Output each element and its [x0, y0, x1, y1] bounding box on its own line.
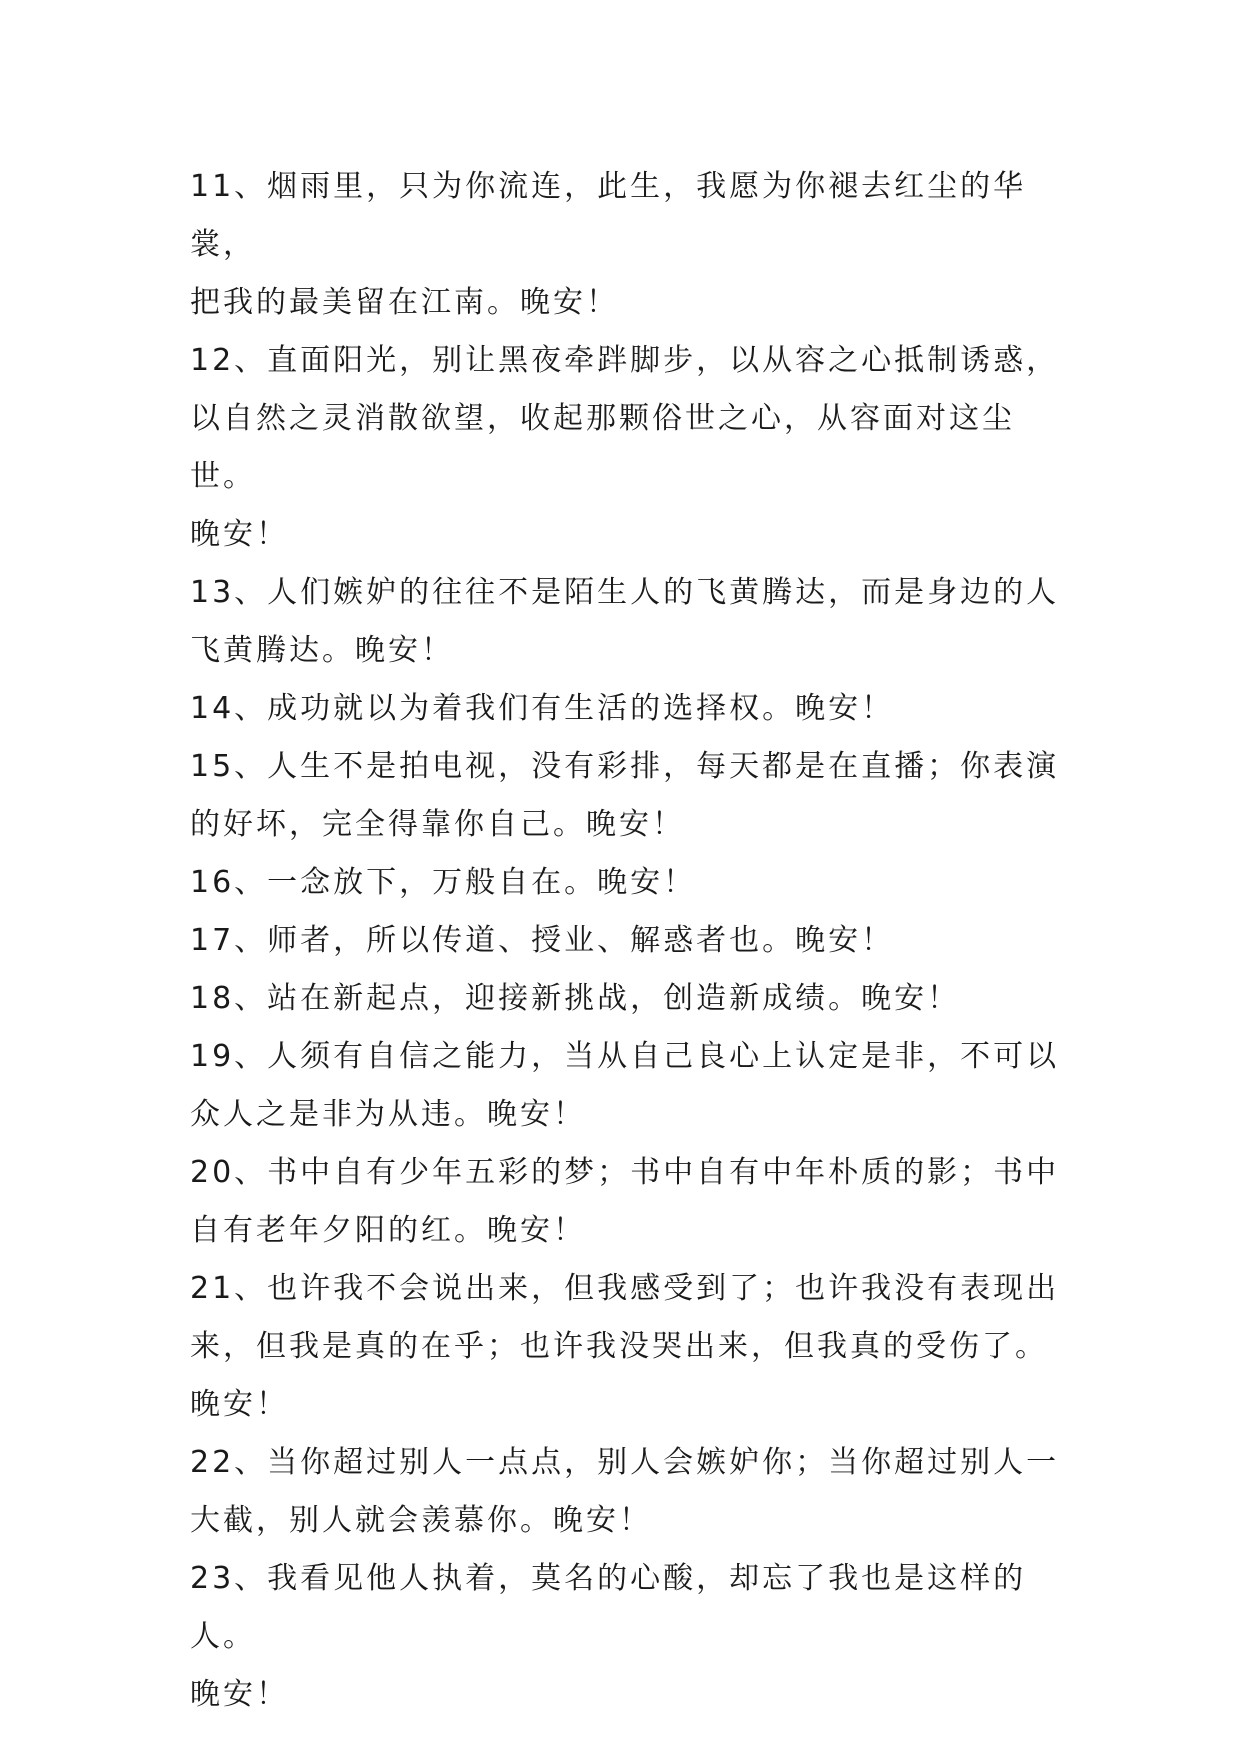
text-line: 大截，别人就会羡慕你。晚安！	[190, 1503, 652, 1538]
text-line: 17、师者，所以传道、授业、解惑者也。晚安！	[190, 923, 895, 958]
text-line: 来，但我是真的在乎；也许我没哭出来，但我真的受伤了。	[190, 1329, 1048, 1364]
text-line: 众人之是非为从违。晚安！	[190, 1097, 586, 1132]
text-line: 23、我看见他人执着，莫名的心酸，却忘了我也是这样的人。	[190, 1561, 1027, 1654]
text-line: 19、人须有自信之能力，当从自己良心上认定是非，不可以	[190, 1039, 1060, 1074]
text-line: 15、人生不是拍电视，没有彩排，每天都是在直播；你表演	[190, 749, 1060, 784]
list-item-22	[190, 1434, 1080, 1550]
text-line: 晚安！	[190, 1387, 289, 1422]
text-line: 20、书中自有少年五彩的梦；书中自有中年朴质的影；书中	[190, 1155, 1060, 1190]
list-item-17	[190, 912, 1080, 970]
text-line: 晚安！	[190, 517, 289, 552]
text-line: 22、当你超过别人一点点，别人会嫉妒你；当你超过别人一	[190, 1445, 1060, 1480]
list-item-19	[190, 1028, 1080, 1144]
text-line: 12、直面阳光，别让黑夜牵跘脚步，以从容之心抵制诱惑，	[190, 343, 1060, 378]
list-item-20	[190, 1144, 1080, 1260]
text-line: 晚安！	[190, 1677, 289, 1712]
text-line: 21、也许我不会说出来，但我感受到了；也许我没有表现出	[190, 1271, 1060, 1306]
text-line: 以自然之灵消散欲望，收起那颗俗世之心，从容面对这尘世。	[190, 401, 1015, 494]
text-line: 11、烟雨里，只为你流连，此生，我愿为你褪去红尘的华裳，	[190, 169, 1027, 262]
text-line: 把我的最美留在江南。晚安！	[190, 285, 619, 320]
text-line: 13、人们嫉妒的往往不是陌生人的飞黄腾达，而是身边的人	[190, 575, 1060, 610]
list-item-18	[190, 970, 1080, 1028]
list-item-13	[190, 564, 1080, 680]
text-line: 的好坏，完全得靠你自己。晚安！	[190, 807, 685, 842]
text-line: 18、站在新起点，迎接新挑战，创造新成绩。晚安！	[190, 981, 961, 1016]
list-item-11	[190, 158, 1080, 332]
text-line: 14、成功就以为着我们有生活的选择权。晚安！	[190, 691, 895, 726]
list-item-12	[190, 332, 1080, 564]
list-item-23	[190, 1550, 1080, 1724]
list-item-21	[190, 1260, 1080, 1434]
document-body	[190, 158, 1080, 1724]
list-item-15	[190, 738, 1080, 854]
text-line: 自有老年夕阳的红。晚安！	[190, 1213, 586, 1248]
list-item-14	[190, 680, 1080, 738]
text-line: 16、一念放下，万般自在。晚安！	[190, 865, 697, 900]
list-item-16	[190, 854, 1080, 912]
text-line: 飞黄腾达。晚安！	[190, 633, 454, 668]
